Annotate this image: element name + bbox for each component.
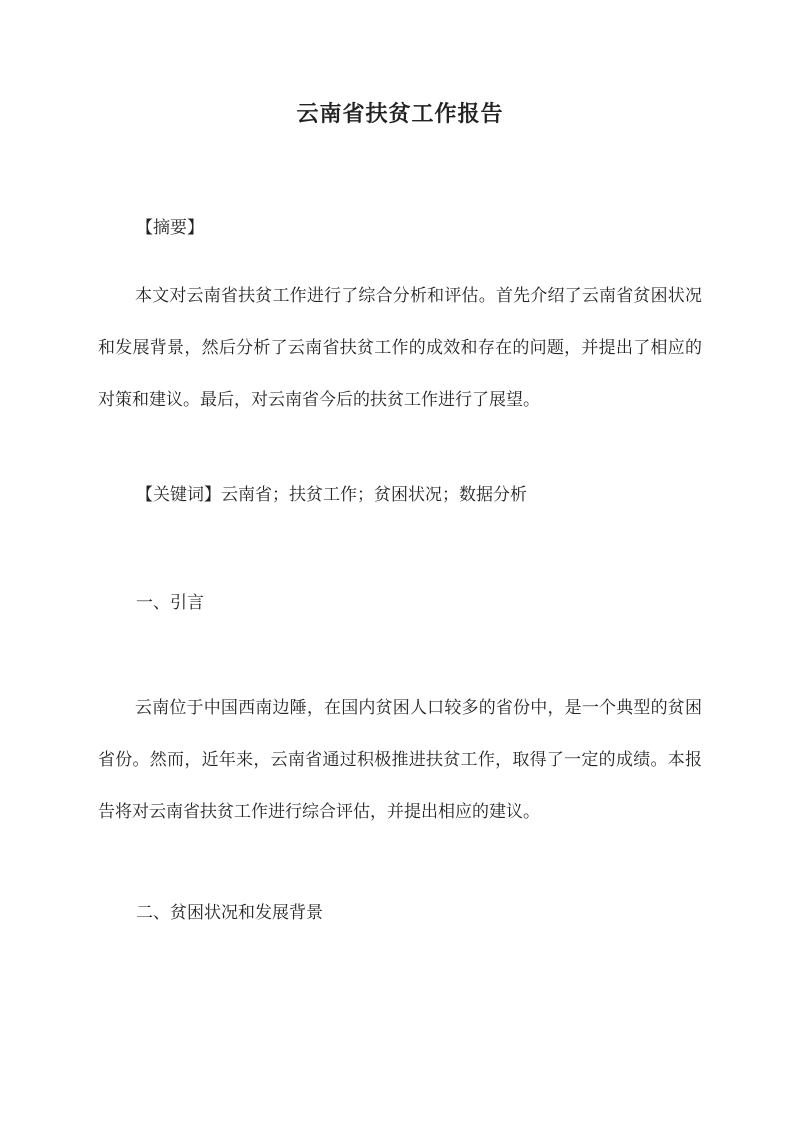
section-1-body: 云南位于中国西南边陲，在国内贫困人口较多的省份中，是一个典型的贫困省份。然而，近年来，云南省通过积极推进扶贫工作，取得了一定的成绩。本报告将对云南省扶贫工作进行综合评估，并提出相应的建议。 [98,698,702,822]
keywords-label: 【关键词】 [136,485,221,505]
abstract-heading: 【摘要】 [136,218,204,238]
section-1-heading: 一、引言 [136,593,204,613]
section-2-heading: 二、贫困状况和发展背景 [136,903,323,923]
keywords-value: 云南省；扶贫工作；贫困状况；数据分析 [221,485,527,505]
keywords-line [136,481,527,509]
abstract-body: 本文对云南省扶贫工作进行了综合分析和评估。首先介绍了云南省贫困状况和发展背景，然后分析了云南省扶贫工作的成效和存在的问题，并提出了相应的对策和建议。最后，对云南省今后的扶贫工作进行了展望。 [98,286,702,410]
document-title: 云南省扶贫工作报告 [296,101,504,127]
